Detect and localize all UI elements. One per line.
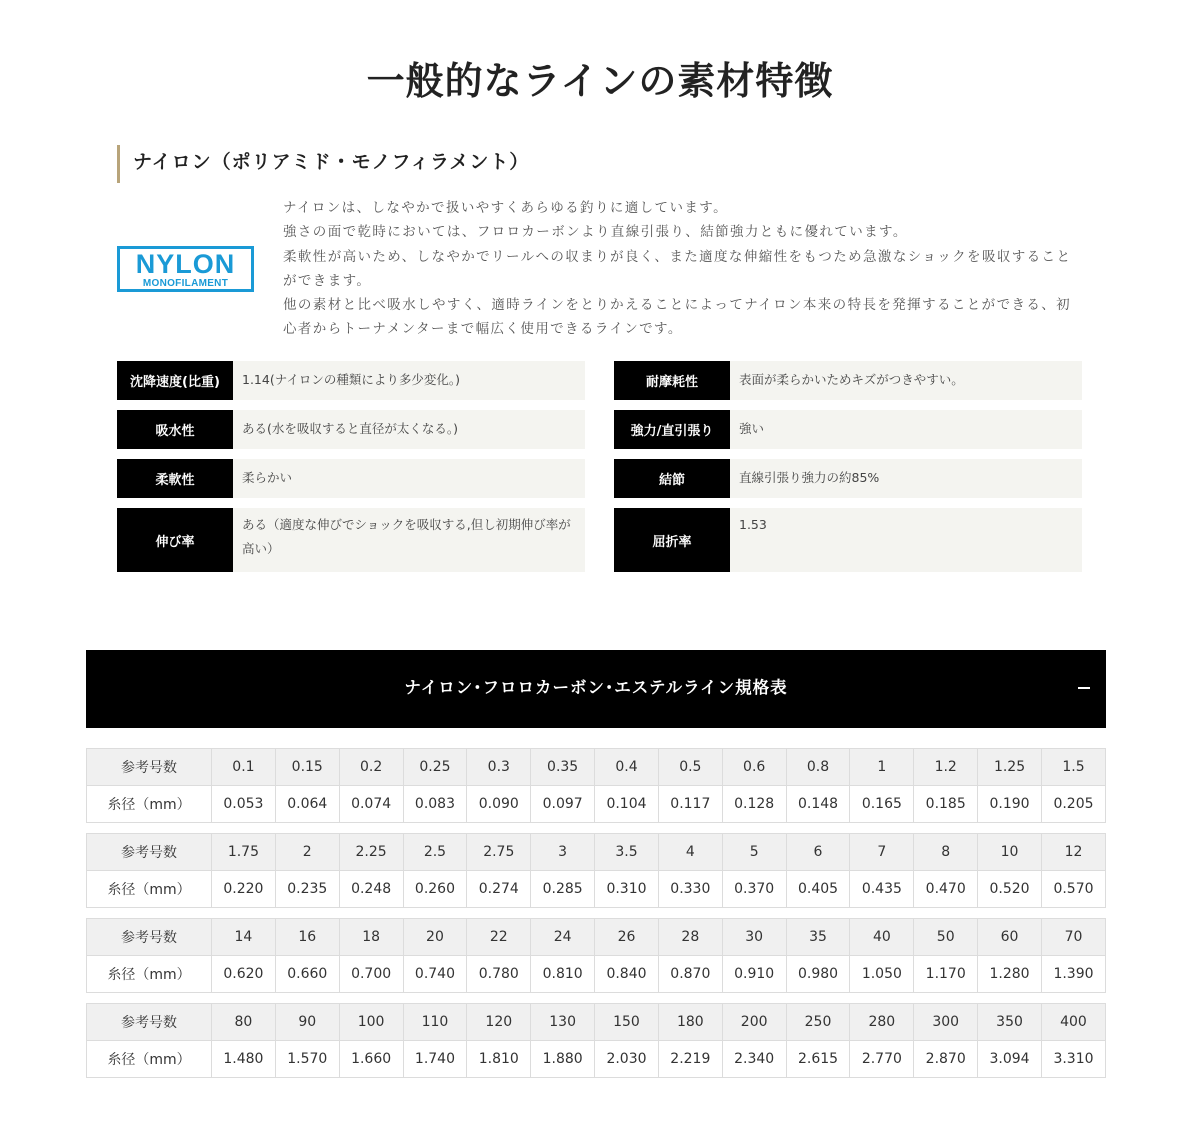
line-number-cell: 2 [275, 834, 339, 871]
row-header-cell: 糸径（mm） [87, 956, 212, 993]
diameter-cell: 0.128 [722, 786, 786, 823]
line-number-cell: 280 [850, 1004, 914, 1041]
property-row [614, 459, 1082, 498]
property-row [614, 361, 1082, 400]
line-number-cell: 1.25 [978, 749, 1042, 786]
page-title: 一般的なラインの素材特徴 [366, 59, 834, 103]
diameter-cell: 0.810 [531, 956, 595, 993]
line-number-cell: 4 [658, 834, 722, 871]
nylon-logo-sub: MONOFILAMENT [142, 278, 229, 289]
property-row [614, 508, 1082, 572]
diameter-cell: 0.870 [658, 956, 722, 993]
line-number-cell: 16 [275, 919, 339, 956]
diameter-cell: 0.090 [467, 786, 531, 823]
line-number-cell: 0.3 [467, 749, 531, 786]
description-line: 強さの面で乾時においては、フロロカーボンより直線引張り、結節強力ともに優れています。 [283, 224, 908, 241]
line-number-cell: 1.2 [914, 749, 978, 786]
table-row [87, 1004, 1106, 1041]
property-value: 表面が柔らかいためキズがつきやすい。 [730, 361, 1082, 400]
spec-table [86, 1003, 1106, 1078]
property-label: 耐摩耗性 [614, 361, 730, 400]
line-number-cell: 130 [531, 1004, 595, 1041]
line-number-cell: 300 [914, 1004, 978, 1041]
line-number-cell: 400 [1041, 1004, 1105, 1041]
diameter-cell: 0.910 [722, 956, 786, 993]
property-value: 強い [730, 410, 1082, 449]
section-heading: ナイロン（ポリアミド・モノフィラメント） [117, 145, 529, 183]
line-number-cell: 70 [1041, 919, 1105, 956]
line-number-cell: 200 [722, 1004, 786, 1041]
property-row [117, 361, 585, 400]
spec-accordion-header[interactable] [86, 650, 1106, 728]
line-number-cell: 30 [722, 919, 786, 956]
row-header-cell: 参考号数 [87, 834, 212, 871]
line-number-cell: 60 [978, 919, 1042, 956]
table-row [87, 1041, 1106, 1078]
diameter-cell: 2.770 [850, 1041, 914, 1078]
description-line: 柔軟性が高いため、しなやかでリールへの収まりが良く、また適度な伸縮性をもつため急激なショックを吸収することができます。 [283, 248, 1072, 289]
description-line: 他の素材と比べ吸水しやすく、適時ラインをとりかえることによってナイロン本来の特長を発揮することができる、初心者からトーナメンターまで幅広く使用できるラインです。 [283, 297, 1072, 338]
line-number-cell: 18 [339, 919, 403, 956]
diameter-cell: 0.248 [339, 871, 403, 908]
spec-table [86, 748, 1106, 823]
diameter-cell: 0.235 [275, 871, 339, 908]
diameter-cell: 1.390 [1041, 956, 1105, 993]
line-number-cell: 7 [850, 834, 914, 871]
line-number-cell: 3.5 [595, 834, 659, 871]
diameter-cell: 0.370 [722, 871, 786, 908]
diameter-cell: 1.170 [914, 956, 978, 993]
line-number-cell: 22 [467, 919, 531, 956]
line-number-cell: 100 [339, 1004, 403, 1041]
diameter-cell: 0.840 [595, 956, 659, 993]
diameter-cell: 0.097 [531, 786, 595, 823]
table-row [87, 956, 1106, 993]
property-row [117, 508, 585, 572]
property-value: 柔らかい [233, 459, 585, 498]
diameter-cell: 0.700 [339, 956, 403, 993]
table-row [87, 786, 1106, 823]
line-number-cell: 90 [275, 1004, 339, 1041]
line-number-cell: 0.4 [595, 749, 659, 786]
property-label: 伸び率 [117, 508, 233, 572]
nylon-logo-main: NYLON [135, 249, 236, 279]
line-number-cell: 2.5 [403, 834, 467, 871]
diameter-cell: 0.980 [786, 956, 850, 993]
diameter-cell: 3.310 [1041, 1041, 1105, 1078]
line-number-cell: 10 [978, 834, 1042, 871]
property-value: 1.53 [730, 508, 1082, 572]
table-row [87, 834, 1106, 871]
diameter-cell: 0.740 [403, 956, 467, 993]
diameter-cell: 0.083 [403, 786, 467, 823]
diameter-cell: 0.185 [914, 786, 978, 823]
property-value: ある(水を吸収すると直径が太くなる。) [233, 410, 585, 449]
diameter-cell: 0.190 [978, 786, 1042, 823]
diameter-cell: 0.165 [850, 786, 914, 823]
line-number-cell: 2.75 [467, 834, 531, 871]
diameter-cell: 0.260 [403, 871, 467, 908]
line-number-cell: 0.8 [786, 749, 850, 786]
line-number-cell: 0.6 [722, 749, 786, 786]
diameter-cell: 0.285 [531, 871, 595, 908]
line-number-cell: 0.1 [212, 749, 276, 786]
row-header-cell: 参考号数 [87, 919, 212, 956]
line-number-cell: 1.75 [212, 834, 276, 871]
diameter-cell: 1.280 [978, 956, 1042, 993]
line-number-cell: 0.15 [275, 749, 339, 786]
line-number-cell: 80 [212, 1004, 276, 1041]
line-number-cell: 1 [850, 749, 914, 786]
material-description [283, 196, 1083, 342]
diameter-cell: 0.064 [275, 786, 339, 823]
property-value: 1.14(ナイロンの種類により多少変化。) [233, 361, 585, 400]
line-number-cell: 6 [786, 834, 850, 871]
nylon-logo [117, 246, 254, 292]
spec-table [86, 833, 1106, 908]
diameter-cell: 0.220 [212, 871, 276, 908]
line-number-cell: 28 [658, 919, 722, 956]
property-label: 吸水性 [117, 410, 233, 449]
line-number-cell: 250 [786, 1004, 850, 1041]
collapse-minus-icon[interactable] [1078, 687, 1090, 689]
line-number-cell: 35 [786, 919, 850, 956]
diameter-cell: 0.405 [786, 871, 850, 908]
line-number-cell: 26 [595, 919, 659, 956]
diameter-cell: 2.219 [658, 1041, 722, 1078]
row-header-cell: 参考号数 [87, 749, 212, 786]
diameter-cell: 0.435 [850, 871, 914, 908]
property-row [117, 459, 585, 498]
diameter-cell: 3.094 [978, 1041, 1042, 1078]
diameter-cell: 0.780 [467, 956, 531, 993]
description-line: ナイロンは、しなやかで扱いやすくあらゆる釣りに適しています。 [283, 200, 728, 216]
diameter-cell: 0.274 [467, 871, 531, 908]
line-number-cell: 14 [212, 919, 276, 956]
diameter-cell: 0.148 [786, 786, 850, 823]
line-number-cell: 50 [914, 919, 978, 956]
diameter-cell: 0.330 [658, 871, 722, 908]
diameter-cell: 2.615 [786, 1041, 850, 1078]
line-number-cell: 40 [850, 919, 914, 956]
property-value: ある（適度な伸びでショックを吸収する,但し初期伸び率が高い） [233, 508, 585, 572]
row-header-cell: 糸径（mm） [87, 786, 212, 823]
line-number-cell: 0.25 [403, 749, 467, 786]
property-label: 強力/直引張り [614, 410, 730, 449]
spec-table [86, 918, 1106, 993]
property-label: 柔軟性 [117, 459, 233, 498]
diameter-cell: 0.570 [1041, 871, 1105, 908]
property-row [614, 410, 1082, 449]
line-number-cell: 20 [403, 919, 467, 956]
diameter-cell: 1.050 [850, 956, 914, 993]
diameter-cell: 0.104 [595, 786, 659, 823]
diameter-cell: 2.870 [914, 1041, 978, 1078]
diameter-cell: 0.074 [339, 786, 403, 823]
diameter-cell: 1.880 [531, 1041, 595, 1078]
diameter-cell: 0.470 [914, 871, 978, 908]
line-number-cell: 0.35 [531, 749, 595, 786]
table-row [87, 919, 1106, 956]
line-number-cell: 0.2 [339, 749, 403, 786]
line-number-cell: 12 [1041, 834, 1105, 871]
property-row [117, 410, 585, 449]
table-row [87, 871, 1106, 908]
line-number-cell: 1.5 [1041, 749, 1105, 786]
line-number-cell: 150 [595, 1004, 659, 1041]
spec-title: ナイロン･フロロカーボン･エステルライン規格表 [404, 678, 788, 697]
line-number-cell: 0.5 [658, 749, 722, 786]
diameter-cell: 0.310 [595, 871, 659, 908]
diameter-cell: 1.660 [339, 1041, 403, 1078]
row-header-cell: 参考号数 [87, 1004, 212, 1041]
diameter-cell: 0.117 [658, 786, 722, 823]
diameter-cell: 0.660 [275, 956, 339, 993]
row-header-cell: 糸径（mm） [87, 1041, 212, 1078]
line-number-cell: 2.25 [339, 834, 403, 871]
line-number-cell: 24 [531, 919, 595, 956]
property-label: 沈降速度(比重) [117, 361, 233, 400]
line-number-cell: 3 [531, 834, 595, 871]
diameter-cell: 0.205 [1041, 786, 1105, 823]
line-number-cell: 5 [722, 834, 786, 871]
diameter-cell: 1.740 [403, 1041, 467, 1078]
line-number-cell: 180 [658, 1004, 722, 1041]
line-number-cell: 110 [403, 1004, 467, 1041]
property-label: 屈折率 [614, 508, 730, 572]
diameter-cell: 2.030 [595, 1041, 659, 1078]
line-number-cell: 120 [467, 1004, 531, 1041]
diameter-cell: 2.340 [722, 1041, 786, 1078]
diameter-cell: 1.570 [275, 1041, 339, 1078]
diameter-cell: 0.053 [212, 786, 276, 823]
diameter-cell: 1.810 [467, 1041, 531, 1078]
row-header-cell: 糸径（mm） [87, 871, 212, 908]
diameter-cell: 0.620 [212, 956, 276, 993]
line-number-cell: 8 [914, 834, 978, 871]
line-number-cell: 350 [978, 1004, 1042, 1041]
diameter-cell: 1.480 [212, 1041, 276, 1078]
property-label: 結節 [614, 459, 730, 498]
property-value: 直線引張り強力の約85% [730, 459, 1082, 498]
table-row [87, 749, 1106, 786]
diameter-cell: 0.520 [978, 871, 1042, 908]
